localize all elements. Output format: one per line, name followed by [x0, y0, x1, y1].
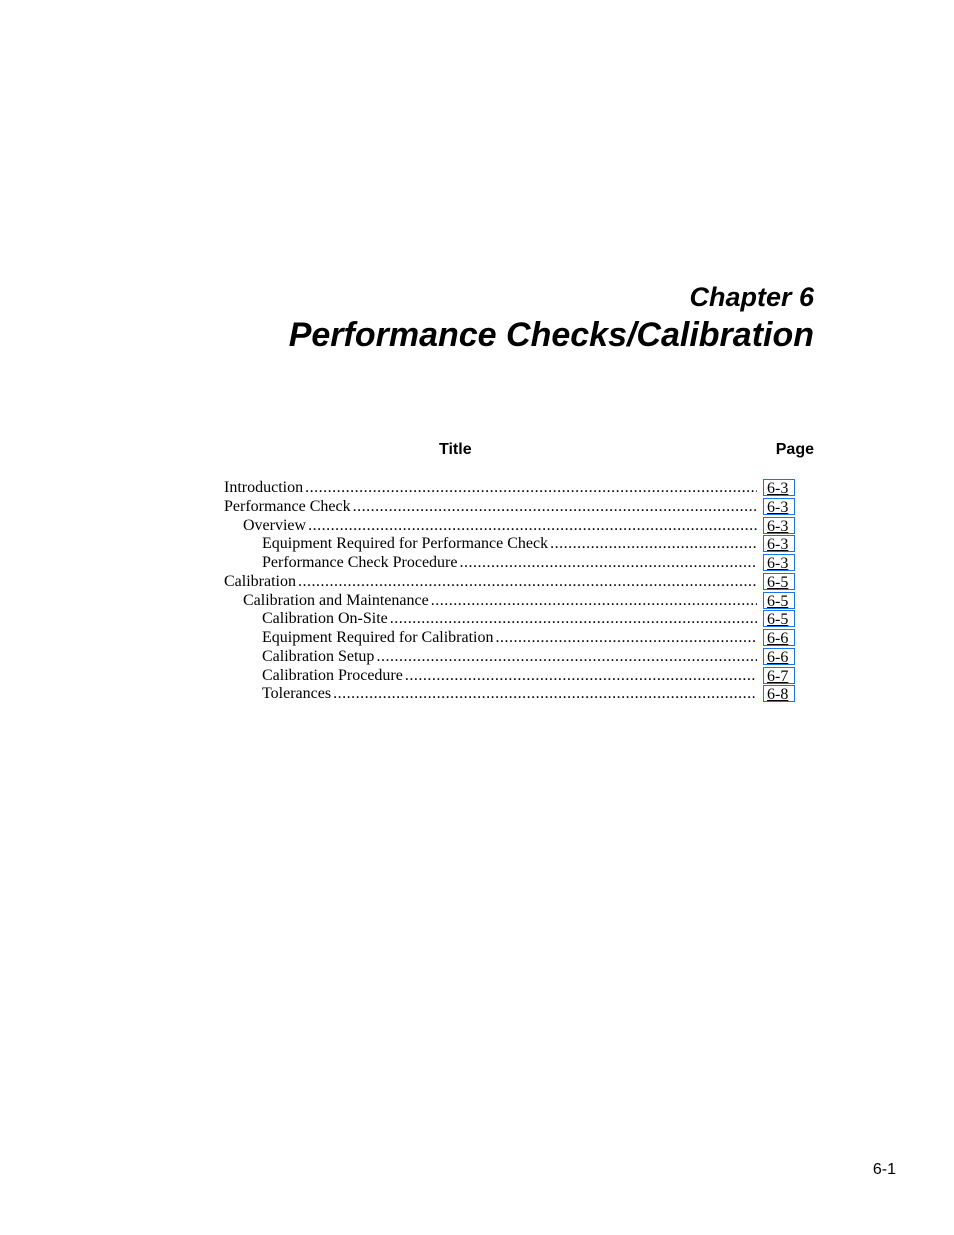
toc-entry-calibration	[224, 573, 800, 592]
toc-leader-dots	[496, 629, 758, 648]
toc-entry-text: Calibration Procedure	[262, 666, 403, 684]
toc-entry-text: Equipment Required for Performance Check	[262, 535, 549, 553]
toc-entry-introduction	[224, 479, 800, 498]
toc-leader-dots	[431, 592, 757, 611]
toc-entry-text: Calibration and Maintenance	[243, 591, 429, 609]
page-number: 6-1	[872, 1161, 896, 1178]
toc-leader-dots	[459, 554, 757, 573]
toc-page-link[interactable]: 6-3	[763, 517, 795, 534]
toc-page-link[interactable]: 6-3	[763, 535, 795, 552]
chapter-label: Chapter 6	[689, 282, 814, 312]
toc-leader-dots	[353, 498, 757, 517]
toc-leader-dots	[550, 535, 757, 554]
toc-page-link[interactable]: 6-5	[763, 573, 795, 590]
toc-page-link[interactable]: 6-5	[763, 610, 795, 627]
toc-title-header: Title	[439, 441, 472, 458]
toc-page-link[interactable]: 6-7	[763, 667, 795, 684]
toc-entry-text: Equipment Required for Calibration	[262, 629, 494, 646]
toc-entry-text: Calibration On-Site	[262, 610, 388, 628]
toc-entry-calibration-procedure	[224, 667, 800, 686]
chapter-title: Performance Checks/Calibration	[288, 316, 814, 354]
toc-entry-text: Tolerances	[262, 685, 332, 703]
toc-leader-dots	[376, 648, 757, 667]
toc-entry-performance-check-procedure	[224, 554, 800, 573]
toc-entry-equipment-performance-check	[224, 535, 800, 554]
toc-page-link[interactable]: 6-3	[763, 498, 795, 515]
toc-leader-dots	[298, 573, 757, 592]
toc-page-link[interactable]: 6-3	[763, 479, 795, 496]
toc-entry-tolerances	[224, 685, 800, 704]
toc-page-link[interactable]: 6-3	[763, 554, 795, 571]
toc-entry-text: Performance Check Procedure	[262, 554, 458, 571]
toc-page-link[interactable]: 6-6	[763, 629, 795, 646]
toc-leader-dots	[405, 667, 757, 686]
toc-entry-performance-check	[224, 498, 800, 517]
table-of-contents	[224, 479, 800, 704]
toc-entry-equipment-calibration	[224, 629, 800, 648]
toc-entry-text: Calibration	[224, 572, 296, 590]
toc-entry-text: Overview	[243, 516, 307, 534]
toc-page-link[interactable]: 6-6	[763, 648, 795, 665]
toc-leader-dots	[333, 685, 757, 704]
toc-page-header: Page	[775, 441, 814, 458]
toc-leader-dots	[305, 479, 757, 498]
toc-entry-text: Performance Check	[224, 497, 351, 515]
toc-page-link[interactable]: 6-5	[763, 592, 795, 609]
toc-entry-overview	[224, 517, 800, 536]
toc-entry-text: Calibration Setup	[262, 647, 375, 665]
toc-entry-calibration-setup	[224, 648, 800, 667]
toc-entry-text: Introduction	[224, 479, 304, 496]
toc-entry-calibration-maintenance	[224, 592, 800, 611]
toc-entry-calibration-on-site	[224, 610, 800, 629]
toc-leader-dots	[308, 517, 757, 536]
toc-leader-dots	[390, 610, 757, 629]
toc-page-link[interactable]: 6-8	[763, 685, 795, 702]
